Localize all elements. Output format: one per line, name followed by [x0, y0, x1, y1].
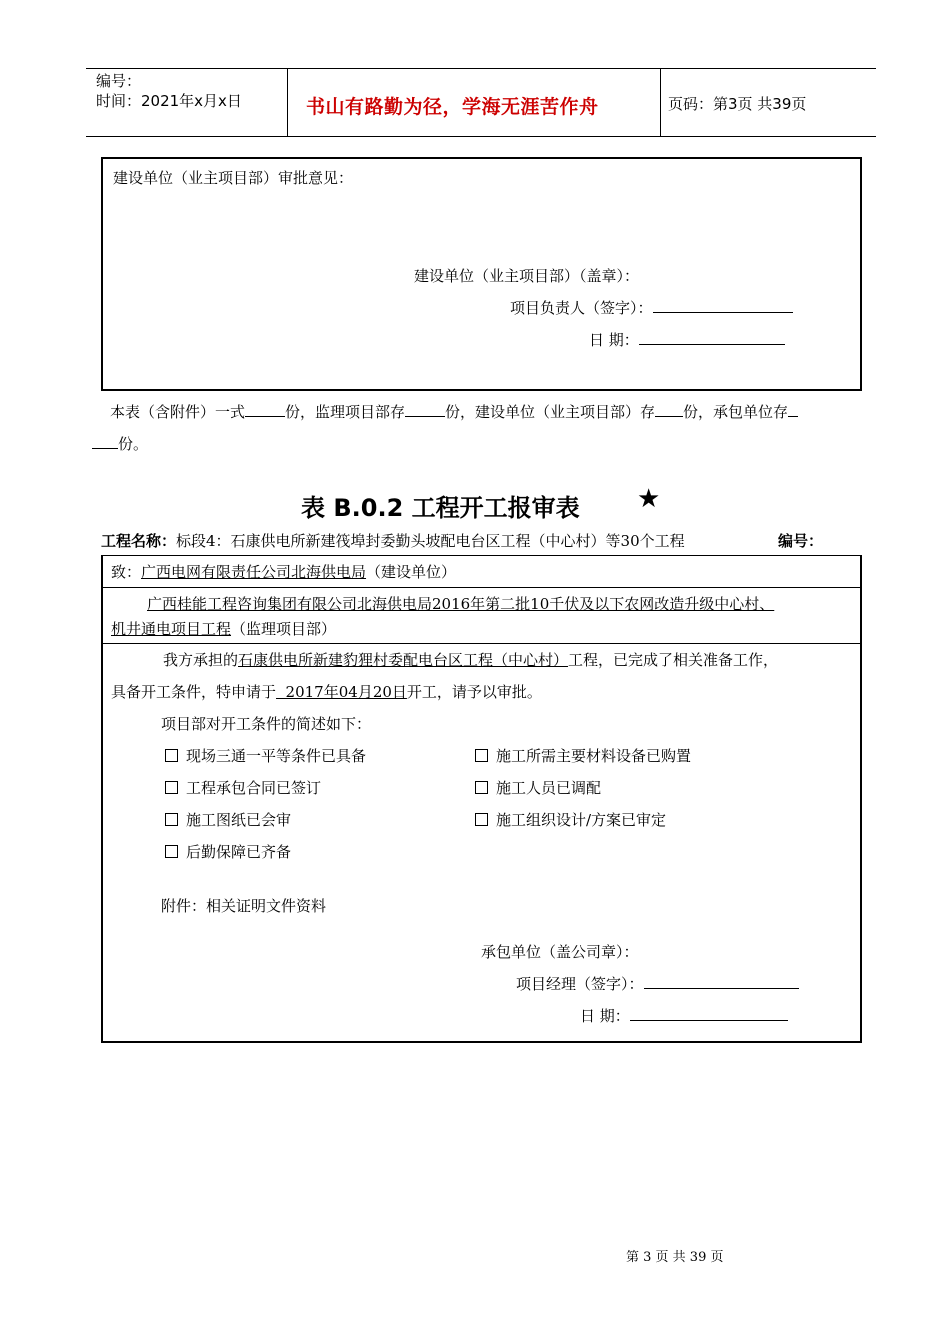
addressee-row — [111, 562, 456, 582]
approval-manager-blank[interactable] — [653, 298, 793, 313]
pm-signature-blank[interactable] — [644, 974, 799, 989]
pm-signature-row — [516, 974, 799, 994]
approval-date-row — [589, 330, 785, 350]
form-date-row — [580, 1006, 788, 1026]
application-line-2 — [111, 682, 542, 702]
condition-item[interactable]: 施工图纸已会审 — [165, 810, 291, 830]
supervisor-rule — [103, 643, 860, 644]
supervisor-project: 机井通电项目工程 — [111, 620, 232, 638]
application-project: 石康供电所新建豹狸村委配电台区工程（中心村） — [238, 651, 569, 669]
project-name-value: 标段4：石康供电所新建筏埠封委勤头坡配电台区工程（中心村）等30个工程 — [176, 532, 685, 550]
approval-heading: 建设单位（业主项目部）审批意见： — [113, 169, 354, 187]
checkbox-icon[interactable] — [475, 813, 488, 826]
application-suffix: 工程，已完成了相关准备工作， — [568, 651, 779, 669]
addressee-prefix: 致： — [111, 563, 142, 581]
header-divider-2 — [660, 68, 661, 136]
supervisor-line-2 — [111, 619, 336, 639]
condition-item[interactable]: 后勤保障已齐备 — [165, 842, 291, 862]
header-bottom-rule — [86, 136, 876, 137]
checkbox-icon[interactable] — [165, 749, 178, 762]
header-number-label: 编号： — [96, 72, 142, 90]
checkbox-icon[interactable] — [165, 781, 178, 794]
form-number-label: 编号： — [778, 532, 824, 550]
copies-blank-owner[interactable] — [655, 402, 683, 417]
header-divider-1 — [287, 68, 288, 136]
checkbox-icon[interactable] — [165, 813, 178, 826]
approval-manager-label: 项目负责人（签字）： — [510, 299, 653, 317]
copies-tail: 份。 — [118, 435, 149, 453]
checkbox-icon[interactable] — [165, 845, 178, 858]
addressee-rule — [103, 587, 860, 588]
condition-item[interactable]: 施工人员已调配 — [475, 778, 601, 798]
project-name-label: 工程名称： — [101, 532, 177, 550]
copies-line-1 — [110, 402, 798, 422]
start-date-suffix: 开工，请予以审批。 — [406, 683, 542, 701]
copies-text-c: 份，建设单位（业主项目部）存 — [445, 403, 656, 421]
start-date-prefix: 具备开工条件，特申请于 — [111, 683, 277, 701]
project-name-row — [101, 531, 685, 551]
header-top-rule — [86, 68, 876, 69]
condition-item[interactable]: 施工组织设计/方案已审定 — [475, 810, 666, 830]
copies-blank-contractor-2[interactable] — [92, 434, 118, 449]
application-line-1 — [163, 650, 778, 670]
copies-text-b: 份，监理项目部存 — [285, 403, 406, 421]
star-icon: ★ — [637, 484, 661, 514]
supervisor-line-1: 广西桂能工程咨询集团有限公司北海供电局2016年第二批10千伏及以下农网改造升级中心村、 — [147, 595, 775, 613]
approval-manager-signature — [510, 298, 793, 318]
approval-box — [101, 157, 862, 391]
pm-signature-label: 项目经理（签字）： — [516, 975, 644, 993]
copies-blank-total[interactable] — [245, 402, 285, 417]
copies-blank-supervisor[interactable] — [405, 402, 445, 417]
condition-item[interactable]: 工程承包合同已签订 — [165, 778, 321, 798]
attachment-note: 附件：相关证明文件资料 — [161, 897, 327, 915]
addressee-suffix: （建设单位） — [366, 563, 457, 581]
header-page-code: 页码：第3页 共39页 — [668, 95, 807, 113]
addressee-unit: 广西电网有限责任公司北海供电局 — [141, 563, 367, 581]
approval-date-blank[interactable] — [639, 330, 785, 345]
form-date-label: 日 期： — [580, 1007, 630, 1025]
copies-blank-contractor[interactable] — [788, 402, 798, 417]
application-prefix: 我方承担的 — [163, 651, 239, 669]
header-motto: 书山有路勤为径，学海无涯苦作舟 — [306, 96, 599, 118]
approval-date-label: 日 期： — [589, 331, 639, 349]
checkbox-icon[interactable] — [475, 781, 488, 794]
copies-text-a: 本表（含附件）一式 — [110, 403, 246, 421]
condition-item[interactable]: 现场三通一平等条件已具备 — [165, 746, 366, 766]
header-time: 时间：2021年x月x日 — [96, 92, 242, 110]
contractor-seal-label: 承包单位（盖公司章）： — [481, 943, 639, 961]
copies-line-2 — [92, 434, 148, 454]
approval-seal-label: 建设单位（业主项目部）（盖章）： — [414, 267, 640, 285]
supervisor-suffix: （监理项目部） — [231, 620, 337, 638]
copies-text-d: 份，承包单位存 — [683, 403, 789, 421]
conditions-label: 项目部对开工条件的简述如下： — [161, 715, 372, 733]
form-date-blank[interactable] — [630, 1006, 788, 1021]
condition-item[interactable]: 施工所需主要材料设备已购置 — [475, 746, 691, 766]
form-box — [101, 555, 862, 1043]
start-date-value: 2017年04月20日 — [276, 683, 407, 701]
form-title: 表 B.0.2 工程开工报审表 — [301, 494, 580, 522]
checkbox-icon[interactable] — [475, 749, 488, 762]
page-footer: 第 3 页 共 39 页 — [626, 1250, 724, 1265]
